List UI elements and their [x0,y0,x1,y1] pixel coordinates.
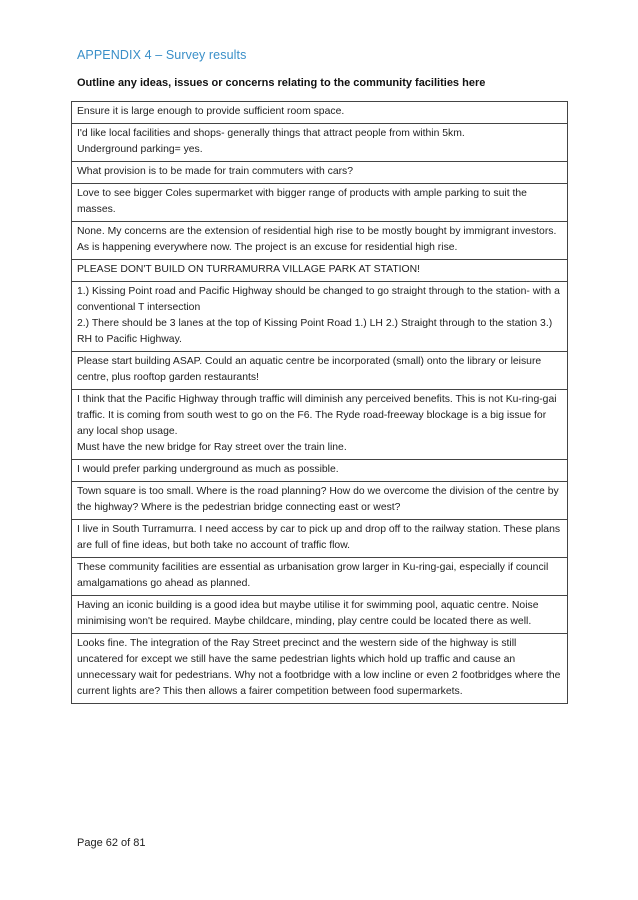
table-row [72,558,568,596]
table-row [72,460,568,482]
table-row [72,482,568,520]
response-cell: These community facilities are essential as urbanisation grow larger in Ku-ring-gai, especially if council amalgamations go ahead as planned. [72,558,568,596]
response-cell: Looks fine. The integration of the Ray Street precinct and the western side of the highway is still uncatered for except we still have the same pedestrian lights which hold up traffic and cause an unnecessary wait for pedestrians. Why not a footbridge with a low incline or even 2 footbridges where the current lights are? This then allows a fairer competition between food supermarkets. [72,634,568,704]
table-row [72,390,568,460]
response-cell: I'd like local facilities and shops- generally things that attract people from within 5km. Underground parking= yes. [72,124,568,162]
appendix-title: APPENDIX 4 – Survey results [77,48,247,62]
table-row [72,222,568,260]
response-cell: None. My concerns are the extension of residential high rise to be mostly bought by immigrant investors. As is happening everywhere now. The project is an excuse for residential high rise. [72,222,568,260]
table-row [72,124,568,162]
response-cell: 1.) Kissing Point road and Pacific Highway should be changed to go straight through to the station- with a conventional T intersection 2.) There should be 3 lanes at the top of Kissing Point Road 1.) LH 2.) Straight through to the station 3.) RH to Pacific Highway. [72,282,568,352]
table-row [72,260,568,282]
table-row [72,102,568,124]
response-cell: I live in South Turramurra. I need access by car to pick up and drop off to the railway station. These plans are full of fine ideas, but both take no account of traffic flow. [72,520,568,558]
table-row [72,352,568,390]
response-cell: Ensure it is large enough to provide sufficient room space. [72,102,568,124]
table-row [72,184,568,222]
page-number: Page 62 of 81 [77,837,146,849]
response-cell: Having an iconic building is a good idea but maybe utilise it for swimming pool, aquatic centre. Noise minimising won't be required. Maybe childcare, minding, play centre could be located there as well. [72,596,568,634]
response-cell: Love to see bigger Coles supermarket with bigger range of products with ample parking to suit the masses. [72,184,568,222]
table-row [72,634,568,704]
response-cell: Town square is too small. Where is the road planning? How do we overcome the division of the centre by the highway? Where is the pedestrian bridge connecting east or west? [72,482,568,520]
response-cell: What provision is to be made for train commuters with cars? [72,162,568,184]
response-cell: PLEASE DON'T BUILD ON TURRAMURRA VILLAGE PARK AT STATION! [72,260,568,282]
table-row [72,162,568,184]
table-row [72,282,568,352]
responses-table [71,101,568,704]
response-cell: I would prefer parking underground as much as possible. [72,460,568,482]
response-cell: Please start building ASAP. Could an aquatic centre be incorporated (small) onto the library or leisure centre, plus rooftop garden restaurants! [72,352,568,390]
table-row [72,520,568,558]
question-heading: Outline any ideas, issues or concerns relating to the community facilities here [77,77,486,89]
response-cell: I think that the Pacific Highway through traffic will diminish any perceived benefits. This is not Ku-ring-gai traffic. It is coming from south west to go on the F6. The Ryde road-freeway blockage is a big issue for any local shop usage. Must have the new bridge for Ray street over the train line. [72,390,568,460]
table-row [72,596,568,634]
